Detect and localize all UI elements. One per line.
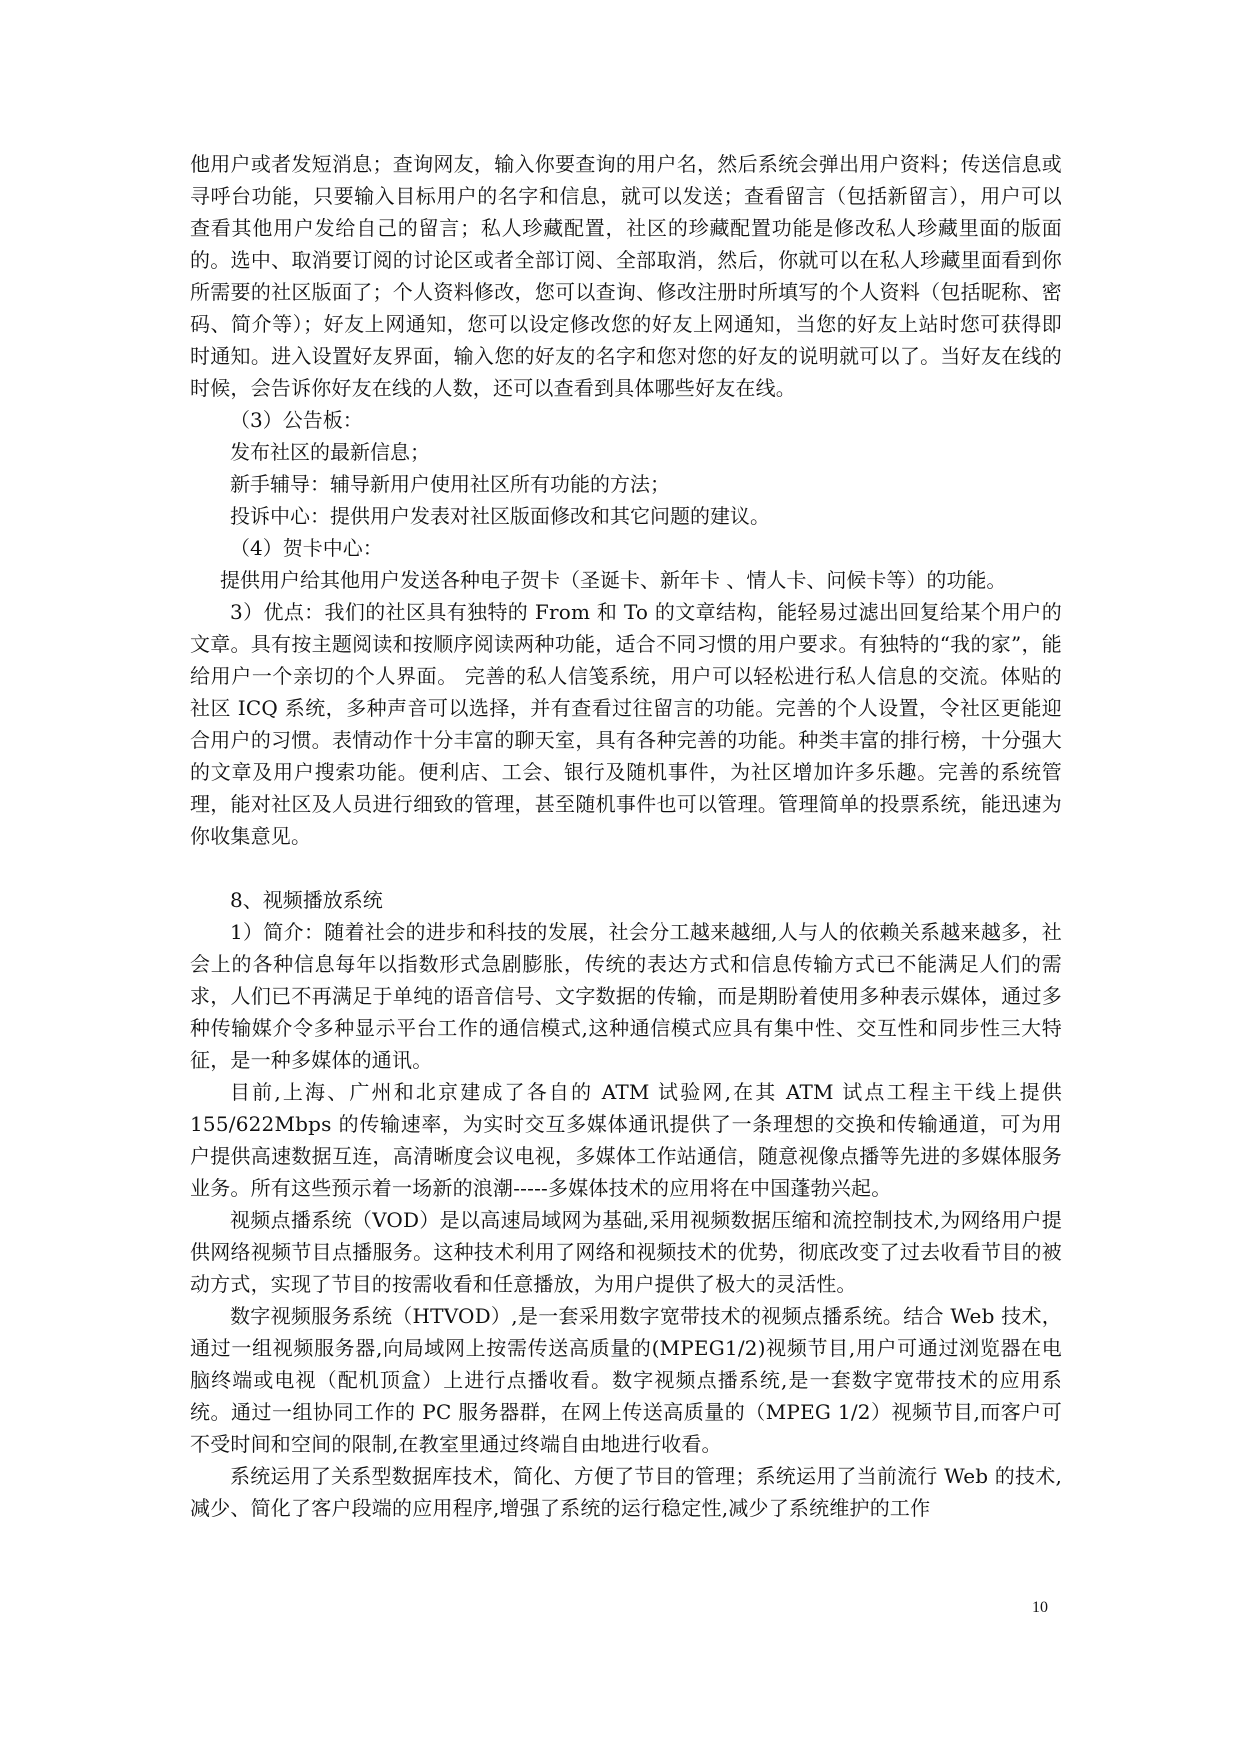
bulletin-item-complaint-center: 投诉中心：提供用户发表对社区版面修改和其它问题的建议。	[230, 504, 770, 528]
paragraph-advantages: 3）优点：我们的社区具有独特的 From 和 To 的文章结构，能轻易过滤出回复给某个用户的文章。具有按主题阅读和按顺序阅读两种功能，适合不同习惯的用户要求。有独特的“我的家”，能给用户一个亲切的个人界面。 完善的私人信笺系统，用户可以轻松进行私人信息的交流。体贴的社区 ICQ 系统，多种声音可以选择，并有查看过往留言的功能。完善的个人设置，令社区更能迎合用户的习惯。表情动作十分丰富的聊天室，具有各种完善的功能。种类丰富的排行榜，十分强大的文章及用户搜索功能。便利店、工会、银行及随机事件，为社区增加许多乐趣。完善的系统管理，能对社区及人员进行细致的管理，甚至随机事件也可以管理。管理简单的投票系统，能迅速为你收集意见。	[190, 600, 1062, 848]
bulletin-board-heading: （3）公告板：	[230, 408, 363, 432]
paragraph-vod: 视频点播系统（VOD）是以高速局域网为基础,采用视频数据压缩和流控制技术,为网络用户提供网络视频节目点播服务。这种技术利用了网络和视频技术的优势，彻底改变了过去收看节目的被动方式，实现了节目的按需收看和任意播放，为用户提供了极大的灵活性。	[190, 1208, 1062, 1296]
paragraph-atm-network: 目前,上海、广州和北京建成了各自的 ATM 试验网,在其 ATM 试点工程主干线上提供 155/622Mbps 的传输速率，为实时交互多媒体通讯提供了一条理想的交换和传输通道，可为用户提供高速数据互连，高清晰度会议电视，多媒体工作站通信，随意视像点播等先进的多媒体服务业务。所有这些预示着一场新的浪潮-----多媒体技术的应用将在中国蓬勃兴起。	[190, 1080, 1062, 1200]
section-heading-video-system: 8、视频播放系统	[230, 888, 383, 912]
paragraph-community-features: 他用户或者发短消息；查询网友，输入你要查询的用户名，然后系统会弹出用户资料；传送信息或寻呼台功能，只要输入目标用户的名字和信息，就可以发送；查看留言（包括新留言），用户可以查看其他用户发给自己的留言；私人珍藏配置，社区的珍藏配置功能是修改私人珍藏里面的版面的。选中、取消要订阅的讨论区或者全部订阅、全部取消，然后，你就可以在私人珍藏里面看到你所需要的社区版面了；个人资料修改，您可以查询、修改注册时所填写的个人资料（包括昵称、密码、简介等）；好友上网通知，您可以设定修改您的好友上网通知，当您的好友上站时您可获得即时通知。进入设置好友界面，输入您的好友的名字和您对您的好友的说明就可以了。当好友在线的时候，会告诉你好友在线的人数，还可以查看到具体哪些好友在线。	[190, 152, 1062, 400]
paragraph-htvod: 数字视频服务系统（HTVOD）,是一套采用数字宽带技术的视频点播系统。结合 Web 技术，通过一组视频服务器,向局域网上按需传送高质量的(MPEG1/2)视频节目,用户可通过浏览器在电脑终端或电视（配机顶盒）上进行点播收看。数字视频点播系统,是一套数字宽带技术的应用系统。通过一组协同工作的 PC 服务器群，在网上传送高质量的（MPEG 1/2）视频节目,而客户可不受时间和空间的限制,在教室里通过终端自由地进行收看。	[190, 1304, 1062, 1456]
paragraph-spacer	[190, 852, 1062, 884]
paragraph-relational-db: 系统运用了关系型数据库技术，简化、方便了节目的管理；系统运用了当前流行 Web 的技术,减少、简化了客户段端的应用程序,增强了系统的运行稳定性,减少了系统维护的工作	[190, 1464, 1062, 1520]
greeting-card-heading: （4）贺卡中心：	[230, 536, 383, 560]
paragraph-introduction: 1）简介：随着社会的进步和科技的发展，社会分工越来越细,人与人的依赖关系越来越多，社会上的各种信息每年以指数形式急剧膨胀，传统的表达方式和信息传输方式已不能满足人们的需求，人们已不再满足于单纯的语音信号、文字数据的传输，而是期盼着使用多种表示媒体，通过多种传输媒介令多种显示平台工作的通信模式,这种通信模式应具有集中性、交互性和同步性三大特征，是一种多媒体的通讯。	[190, 920, 1062, 1072]
bulletin-item-latest-info: 发布社区的最新信息；	[230, 440, 430, 464]
bulletin-item-newbie-guide: 新手辅导：辅导新用户使用社区所有功能的方法；	[230, 472, 670, 496]
page-number: 10	[1032, 1599, 1048, 1616]
greeting-card-description: 提供用户给其他用户发送各种电子贺卡（圣诞卡、新年卡 、情人卡、问候卡等）的功能。	[220, 568, 1007, 592]
page-body	[190, 148, 1062, 1524]
